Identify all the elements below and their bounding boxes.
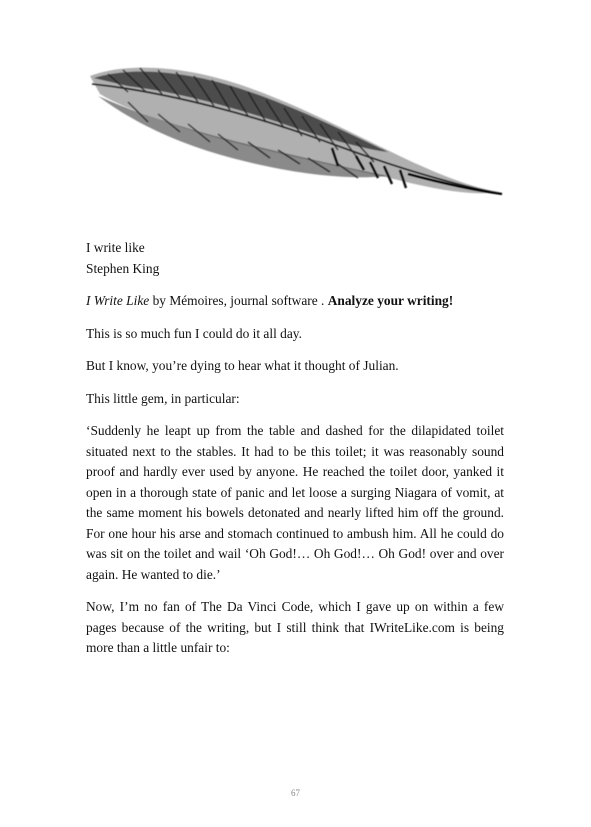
result-author: Stephen King [86,260,160,276]
iwritelike-badge [86,291,504,312]
analyze-writing-link[interactable]: Analyze your writing! [327,293,454,308]
result-line-1: I write like [86,240,145,255]
quoted-passage: ‘Suddenly he leapt up from the table and dashed for the dilapidated toilet situated next to the stables. It had to be this toilet; it was reasonably sound proof and hardly ever used by anyone. He reached the toilet door, yanked it open in a thorough state of panic and let loose a surging Niagara of vomit, at the same moment his bowels detonated and nearly lifted him off the ground. For one hour his arse and stomach continued to ambush him. All he could do was sit on the toilet and wail ‘Oh God!… Oh God!… Oh God! over and over again. He wanted to die.’ [86,423,504,582]
badge-title[interactable]: I Write Like [86,293,150,308]
paragraph-3: This little gem, in particular: [86,390,240,406]
badge-by-text: by Mémoires, journal software . [149,293,328,308]
feather-quill-image [88,62,504,210]
paragraph-2: But I know, you’re dying to hear what it thought of Julian. [86,358,399,373]
paragraph-1: This is so much fun I could do it all day. [86,325,302,341]
paragraph-4: Now, I’m no fan of The Da Vinci Code, which I gave up on within a few pages because of the writing, but I still think that IWriteLike.com is being more than a little unfair to: [86,599,504,655]
iwritelike-result [86,238,504,279]
page-number: 67 [291,788,300,798]
main-content [86,238,504,670]
